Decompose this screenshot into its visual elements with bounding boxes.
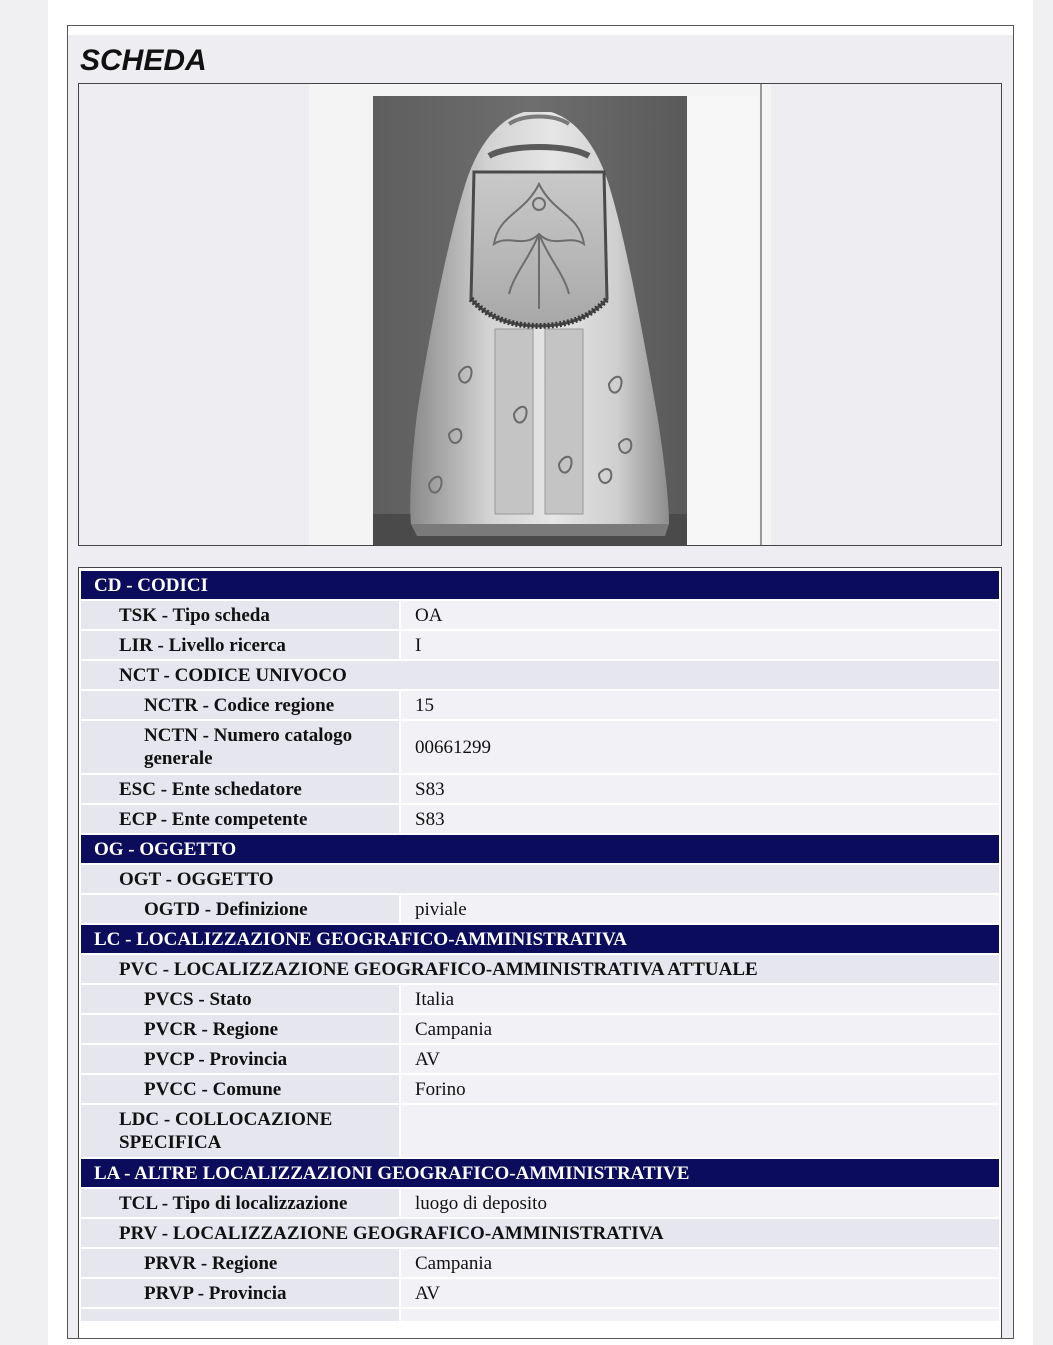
field-label: PRVP - Provincia (81, 1279, 401, 1307)
field-label: PRVR - Regione (81, 1249, 401, 1277)
field-value: luogo di deposito (401, 1189, 999, 1217)
field-value: OA (401, 601, 999, 629)
field-value: AV (401, 1279, 999, 1307)
field-lir (81, 631, 999, 661)
field-value: AV (401, 1045, 999, 1073)
field-value (401, 1105, 999, 1157)
field-label: LIR - Livello ricerca (81, 631, 401, 659)
subsection-prv (81, 1219, 999, 1249)
field-value: piviale (401, 895, 999, 923)
field-value: I (401, 631, 999, 659)
section-la (81, 1159, 999, 1189)
field-value: 00661299 (401, 721, 999, 773)
subsection-nct (81, 661, 999, 691)
subsection-ogt-title: OGT - OGGETTO (119, 868, 274, 890)
field-tsk (81, 601, 999, 631)
subsection-pvc-title: PVC - LOCALIZZAZIONE GEOGRAFICO-AMMINISTRATIVA ATTUALE (119, 958, 758, 980)
field-value: Campania (401, 1015, 999, 1043)
field-pvcs (81, 985, 999, 1015)
field-pvcc (81, 1075, 999, 1105)
field-label: PVCP - Provincia (81, 1045, 401, 1073)
section-cd-title: CD - CODICI (94, 574, 208, 596)
record-card (67, 25, 1014, 1339)
field-label: NCTR - Codice regione (81, 691, 401, 719)
subsection-ogt (81, 865, 999, 895)
section-og-title: OG - OGGETTO (94, 838, 237, 860)
subsection-nct-title: NCT - CODICE UNIVOCO (119, 664, 347, 686)
field-label-empty (81, 1309, 401, 1321)
record-table (78, 567, 1002, 1339)
field-pvcr (81, 1015, 999, 1045)
field-label: TCL - Tipo di localizzazione (81, 1189, 401, 1217)
field-nctr (81, 691, 999, 721)
field-ogtd (81, 895, 999, 925)
field-value: S83 (401, 805, 999, 833)
field-value: 15 (401, 691, 999, 719)
subsection-prv-title: PRV - LOCALIZZAZIONE GEOGRAFICO-AMMINISTRATIVA (119, 1222, 664, 1244)
field-value: Campania (401, 1249, 999, 1277)
field-nctn (81, 721, 999, 775)
field-label: TSK - Tipo scheda (81, 601, 401, 629)
subsection-pvc (81, 955, 999, 985)
field-value: Forino (401, 1075, 999, 1103)
table-row-partial (81, 1309, 999, 1323)
field-label: ECP - Ente competente (81, 805, 401, 833)
field-esc (81, 775, 999, 805)
section-lc (81, 925, 999, 955)
field-ldc (81, 1105, 999, 1159)
section-og (81, 835, 999, 865)
section-la-title: LA - ALTRE LOCALIZZAZIONI GEOGRAFICO-AMMINISTRATIVE (94, 1162, 690, 1184)
field-tcl (81, 1189, 999, 1219)
section-lc-title: LC - LOCALIZZAZIONE GEOGRAFICO-AMMINISTRATIVA (94, 928, 627, 950)
field-label: LDC - COLLOCAZIONE SPECIFICA (81, 1105, 401, 1157)
field-label: NCTN - Numero catalogo generale (81, 721, 401, 773)
field-prvp (81, 1279, 999, 1309)
record-card-body (68, 35, 1013, 1338)
field-prvr (81, 1249, 999, 1279)
object-photo[interactable] (309, 84, 771, 545)
photo-frame (78, 83, 1002, 546)
field-value-empty (401, 1309, 999, 1321)
field-pvcp (81, 1045, 999, 1075)
field-label: PVCC - Comune (81, 1075, 401, 1103)
field-label: PVCS - Stato (81, 985, 401, 1013)
field-label: PVCR - Regione (81, 1015, 401, 1043)
field-label: ESC - Ente schedatore (81, 775, 401, 803)
section-cd (81, 571, 999, 601)
page-title: SCHEDA (80, 44, 207, 77)
field-label: OGTD - Definizione (81, 895, 401, 923)
field-value: Italia (401, 985, 999, 1013)
field-ecp (81, 805, 999, 835)
field-value: S83 (401, 775, 999, 803)
